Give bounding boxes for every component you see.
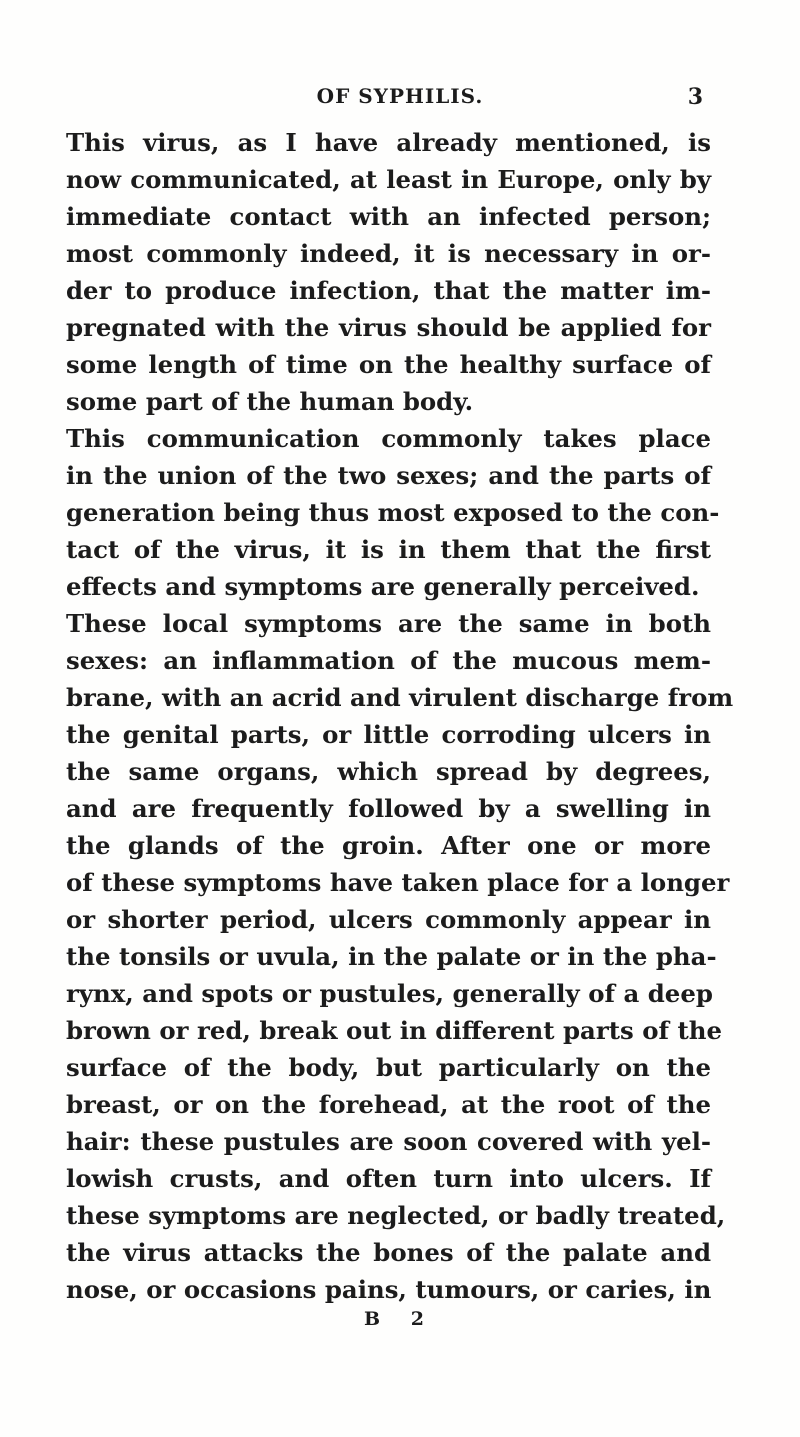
- text-line: This communication commonly takes place: [66, 424, 711, 453]
- text-line: now communicated, at least in Europe, only by: [66, 165, 711, 194]
- signature-mark: B 2: [364, 1308, 436, 1330]
- text-line: surface of the body, but particularly on the: [66, 1053, 711, 1082]
- text-line: the same organs, which spread by degrees,: [66, 757, 711, 786]
- text-line: of these symptoms have taken place for a longer: [66, 868, 730, 897]
- running-head: [0, 84, 800, 114]
- text-line: pregnated with the virus should be applied for: [66, 313, 711, 342]
- text-line: and are frequently followed by a swelling in: [66, 794, 711, 823]
- text-line: hair: these pustules are soon covered with yel-: [66, 1127, 711, 1156]
- text-line: some length of time on the healthy surface of: [66, 350, 711, 379]
- text-line: breast, or on the forehead, at the root of the: [66, 1090, 711, 1119]
- text-line: or shorter period, ulcers commonly appear in: [66, 905, 711, 934]
- text-line: brane, with an acrid and virulent discharge from: [66, 683, 734, 712]
- text-line: brown or red, break out in different parts of the: [66, 1016, 722, 1045]
- text-line: This virus, as I have already mentioned, is: [66, 128, 711, 157]
- body-text: [66, 124, 734, 1308]
- text-line: These local symptoms are the same in both: [66, 609, 711, 638]
- text-line: the glands of the groin. After one or more: [66, 831, 711, 860]
- running-title: OF SYPHILIS.: [316, 84, 484, 108]
- text-line: the tonsils or uvula, in the palate or in the pha-: [66, 942, 717, 971]
- text-line: der to produce infection, that the matter im-: [66, 276, 711, 305]
- text-line: sexes: an inflammation of the mucous mem-: [66, 646, 711, 675]
- text-line: the virus attacks the bones of the palate and: [66, 1238, 711, 1267]
- text-line: tact of the virus, it is in them that the first: [66, 535, 711, 564]
- text-line: these symptoms are neglected, or badly treated,: [66, 1201, 726, 1230]
- text-line: generation being thus most exposed to the con-: [66, 498, 720, 527]
- text-line: most commonly indeed, it is necessary in or-: [66, 239, 711, 268]
- text-line: the genital parts, or little corroding ulcers in: [66, 720, 711, 749]
- text-line: effects and symptoms are generally perceived.: [66, 572, 700, 601]
- text-line: some part of the human body.: [66, 387, 474, 416]
- text-line: in the union of the two sexes; and the parts of: [66, 461, 711, 490]
- text-line: nose, or occasions pains, tumours, or caries, in: [66, 1275, 712, 1304]
- text-line: immediate contact with an infected person;: [66, 202, 711, 231]
- page-number: 3: [687, 84, 703, 110]
- text-line: lowish crusts, and often turn into ulcers. If: [66, 1164, 711, 1193]
- text-line: rynx, and spots or pustules, generally of a deep: [66, 979, 713, 1008]
